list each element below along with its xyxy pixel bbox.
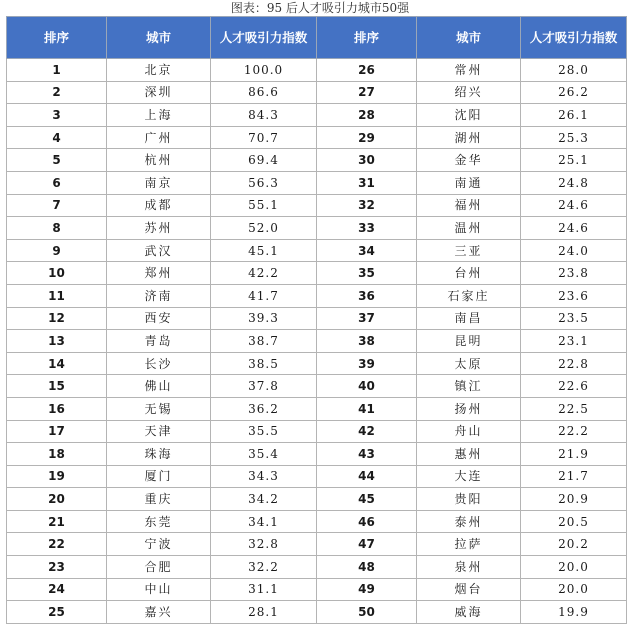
header-score-left: 人才吸引力指数 [211,17,317,59]
rank-cell: 36 [317,284,417,307]
rank-cell: 13 [7,330,107,353]
score-cell: 37.8 [211,375,317,398]
city-cell: 嘉兴 [107,601,211,624]
table-row [7,171,627,194]
table-row [7,307,627,330]
header-rank-right: 排序 [317,17,417,59]
score-cell: 24.6 [521,217,627,240]
rank-cell: 20 [7,488,107,511]
score-cell: 100.0 [211,59,317,82]
rank-cell: 14 [7,352,107,375]
table-row [7,375,627,398]
table-row [7,104,627,127]
score-cell: 24.8 [521,171,627,194]
city-cell: 拉萨 [417,533,521,556]
rank-cell: 28 [317,104,417,127]
score-cell: 38.5 [211,352,317,375]
header-city-left: 城市 [107,17,211,59]
city-cell: 佛山 [107,375,211,398]
city-cell: 南通 [417,171,521,194]
score-cell: 55.1 [211,194,317,217]
city-cell: 昆明 [417,330,521,353]
city-cell: 石家庄 [417,284,521,307]
score-cell: 32.8 [211,533,317,556]
table-row [7,126,627,149]
table-row [7,443,627,466]
score-cell: 20.2 [521,533,627,556]
rank-cell: 19 [7,465,107,488]
score-cell: 20.9 [521,488,627,511]
score-cell: 56.3 [211,171,317,194]
table-row [7,352,627,375]
rank-cell: 47 [317,533,417,556]
city-cell: 济南 [107,284,211,307]
city-cell: 郑州 [107,262,211,285]
score-cell: 20.5 [521,510,627,533]
city-cell: 舟山 [417,420,521,443]
rank-cell: 3 [7,104,107,127]
rank-cell: 27 [317,81,417,104]
rank-cell: 2 [7,81,107,104]
rank-cell: 1 [7,59,107,82]
table-row [7,465,627,488]
city-cell: 西安 [107,307,211,330]
rank-cell: 32 [317,194,417,217]
rank-cell: 8 [7,217,107,240]
rank-cell: 7 [7,194,107,217]
rank-cell: 49 [317,578,417,601]
rank-cell: 40 [317,375,417,398]
score-cell: 35.5 [211,420,317,443]
score-cell: 21.9 [521,443,627,466]
city-cell: 泰州 [417,510,521,533]
score-cell: 86.6 [211,81,317,104]
rank-cell: 50 [317,601,417,624]
city-cell: 惠州 [417,443,521,466]
city-cell: 中山 [107,578,211,601]
table-row [7,578,627,601]
score-cell: 31.1 [211,578,317,601]
table-row [7,420,627,443]
rank-cell: 41 [317,397,417,420]
score-cell: 41.7 [211,284,317,307]
score-cell: 25.1 [521,149,627,172]
city-cell: 烟台 [417,578,521,601]
city-cell: 天津 [107,420,211,443]
rank-cell: 34 [317,239,417,262]
city-cell: 青岛 [107,330,211,353]
rank-cell: 43 [317,443,417,466]
city-cell: 镇江 [417,375,521,398]
table-row [7,488,627,511]
city-cell: 扬州 [417,397,521,420]
score-cell: 34.2 [211,488,317,511]
city-cell: 珠海 [107,443,211,466]
score-cell: 28.0 [521,59,627,82]
city-cell: 沈阳 [417,104,521,127]
score-cell: 34.1 [211,510,317,533]
score-cell: 52.0 [211,217,317,240]
city-cell: 常州 [417,59,521,82]
city-cell: 温州 [417,217,521,240]
rank-cell: 17 [7,420,107,443]
city-cell: 上海 [107,104,211,127]
rank-cell: 23 [7,556,107,579]
rank-cell: 29 [317,126,417,149]
rank-cell: 22 [7,533,107,556]
header-score-right: 人才吸引力指数 [521,17,627,59]
score-cell: 45.1 [211,239,317,262]
score-cell: 25.3 [521,126,627,149]
score-cell: 26.2 [521,81,627,104]
city-cell: 福州 [417,194,521,217]
score-cell: 69.4 [211,149,317,172]
rank-cell: 45 [317,488,417,511]
city-cell: 威海 [417,601,521,624]
score-cell: 34.3 [211,465,317,488]
rank-cell: 11 [7,284,107,307]
rank-cell: 21 [7,510,107,533]
score-cell: 24.6 [521,194,627,217]
rank-cell: 26 [317,59,417,82]
score-cell: 24.0 [521,239,627,262]
score-cell: 36.2 [211,397,317,420]
table-row [7,601,627,624]
city-cell: 合肥 [107,556,211,579]
city-cell: 贵阳 [417,488,521,511]
score-cell: 22.5 [521,397,627,420]
table-row [7,149,627,172]
city-cell: 大连 [417,465,521,488]
score-cell: 28.1 [211,601,317,624]
rank-cell: 48 [317,556,417,579]
rank-cell: 18 [7,443,107,466]
score-cell: 39.3 [211,307,317,330]
rank-cell: 5 [7,149,107,172]
rank-cell: 31 [317,171,417,194]
rank-cell: 10 [7,262,107,285]
score-cell: 26.1 [521,104,627,127]
score-cell: 38.7 [211,330,317,353]
score-cell: 23.1 [521,330,627,353]
rank-cell: 16 [7,397,107,420]
city-cell: 绍兴 [417,81,521,104]
table-row [7,330,627,353]
rank-cell: 42 [317,420,417,443]
rank-cell: 33 [317,217,417,240]
rank-cell: 6 [7,171,107,194]
rank-cell: 12 [7,307,107,330]
table-row [7,510,627,533]
rank-cell: 24 [7,578,107,601]
city-cell: 苏州 [107,217,211,240]
city-cell: 重庆 [107,488,211,511]
header-rank-left: 排序 [7,17,107,59]
table-row [7,284,627,307]
score-cell: 35.4 [211,443,317,466]
city-cell: 三亚 [417,239,521,262]
city-cell: 太原 [417,352,521,375]
city-cell: 长沙 [107,352,211,375]
rank-cell: 4 [7,126,107,149]
score-cell: 84.3 [211,104,317,127]
table-row [7,533,627,556]
city-cell: 泉州 [417,556,521,579]
score-cell: 32.2 [211,556,317,579]
rank-cell: 39 [317,352,417,375]
score-cell: 22.8 [521,352,627,375]
city-cell: 北京 [107,59,211,82]
table-row [7,81,627,104]
score-cell: 22.6 [521,375,627,398]
city-cell: 南京 [107,171,211,194]
table-body [7,59,627,624]
header-city-right: 城市 [417,17,521,59]
table-header-row [7,17,627,59]
table-row [7,556,627,579]
city-cell: 南昌 [417,307,521,330]
score-cell: 21.7 [521,465,627,488]
rank-cell: 44 [317,465,417,488]
score-cell: 23.6 [521,284,627,307]
city-cell: 成都 [107,194,211,217]
city-cell: 台州 [417,262,521,285]
score-cell: 20.0 [521,556,627,579]
score-cell: 42.2 [211,262,317,285]
rank-cell: 15 [7,375,107,398]
table-row [7,397,627,420]
rank-cell: 46 [317,510,417,533]
score-cell: 70.7 [211,126,317,149]
city-cell: 无锡 [107,397,211,420]
city-cell: 东莞 [107,510,211,533]
city-cell: 厦门 [107,465,211,488]
table-row [7,59,627,82]
city-cell: 广州 [107,126,211,149]
city-cell: 武汉 [107,239,211,262]
table-row [7,217,627,240]
rank-cell: 30 [317,149,417,172]
city-cell: 湖州 [417,126,521,149]
table-row [7,262,627,285]
city-cell: 宁波 [107,533,211,556]
table-caption: 图表：95 后人才吸引力城市50强 [230,1,410,15]
rank-cell: 38 [317,330,417,353]
city-cell: 金华 [417,149,521,172]
table-row [7,194,627,217]
ranking-table [6,16,627,624]
score-cell: 22.2 [521,420,627,443]
rank-cell: 37 [317,307,417,330]
rank-cell: 35 [317,262,417,285]
score-cell: 23.8 [521,262,627,285]
rank-cell: 25 [7,601,107,624]
rank-cell: 9 [7,239,107,262]
score-cell: 20.0 [521,578,627,601]
score-cell: 23.5 [521,307,627,330]
score-cell: 19.9 [521,601,627,624]
table-row [7,239,627,262]
city-cell: 杭州 [107,149,211,172]
city-cell: 深圳 [107,81,211,104]
